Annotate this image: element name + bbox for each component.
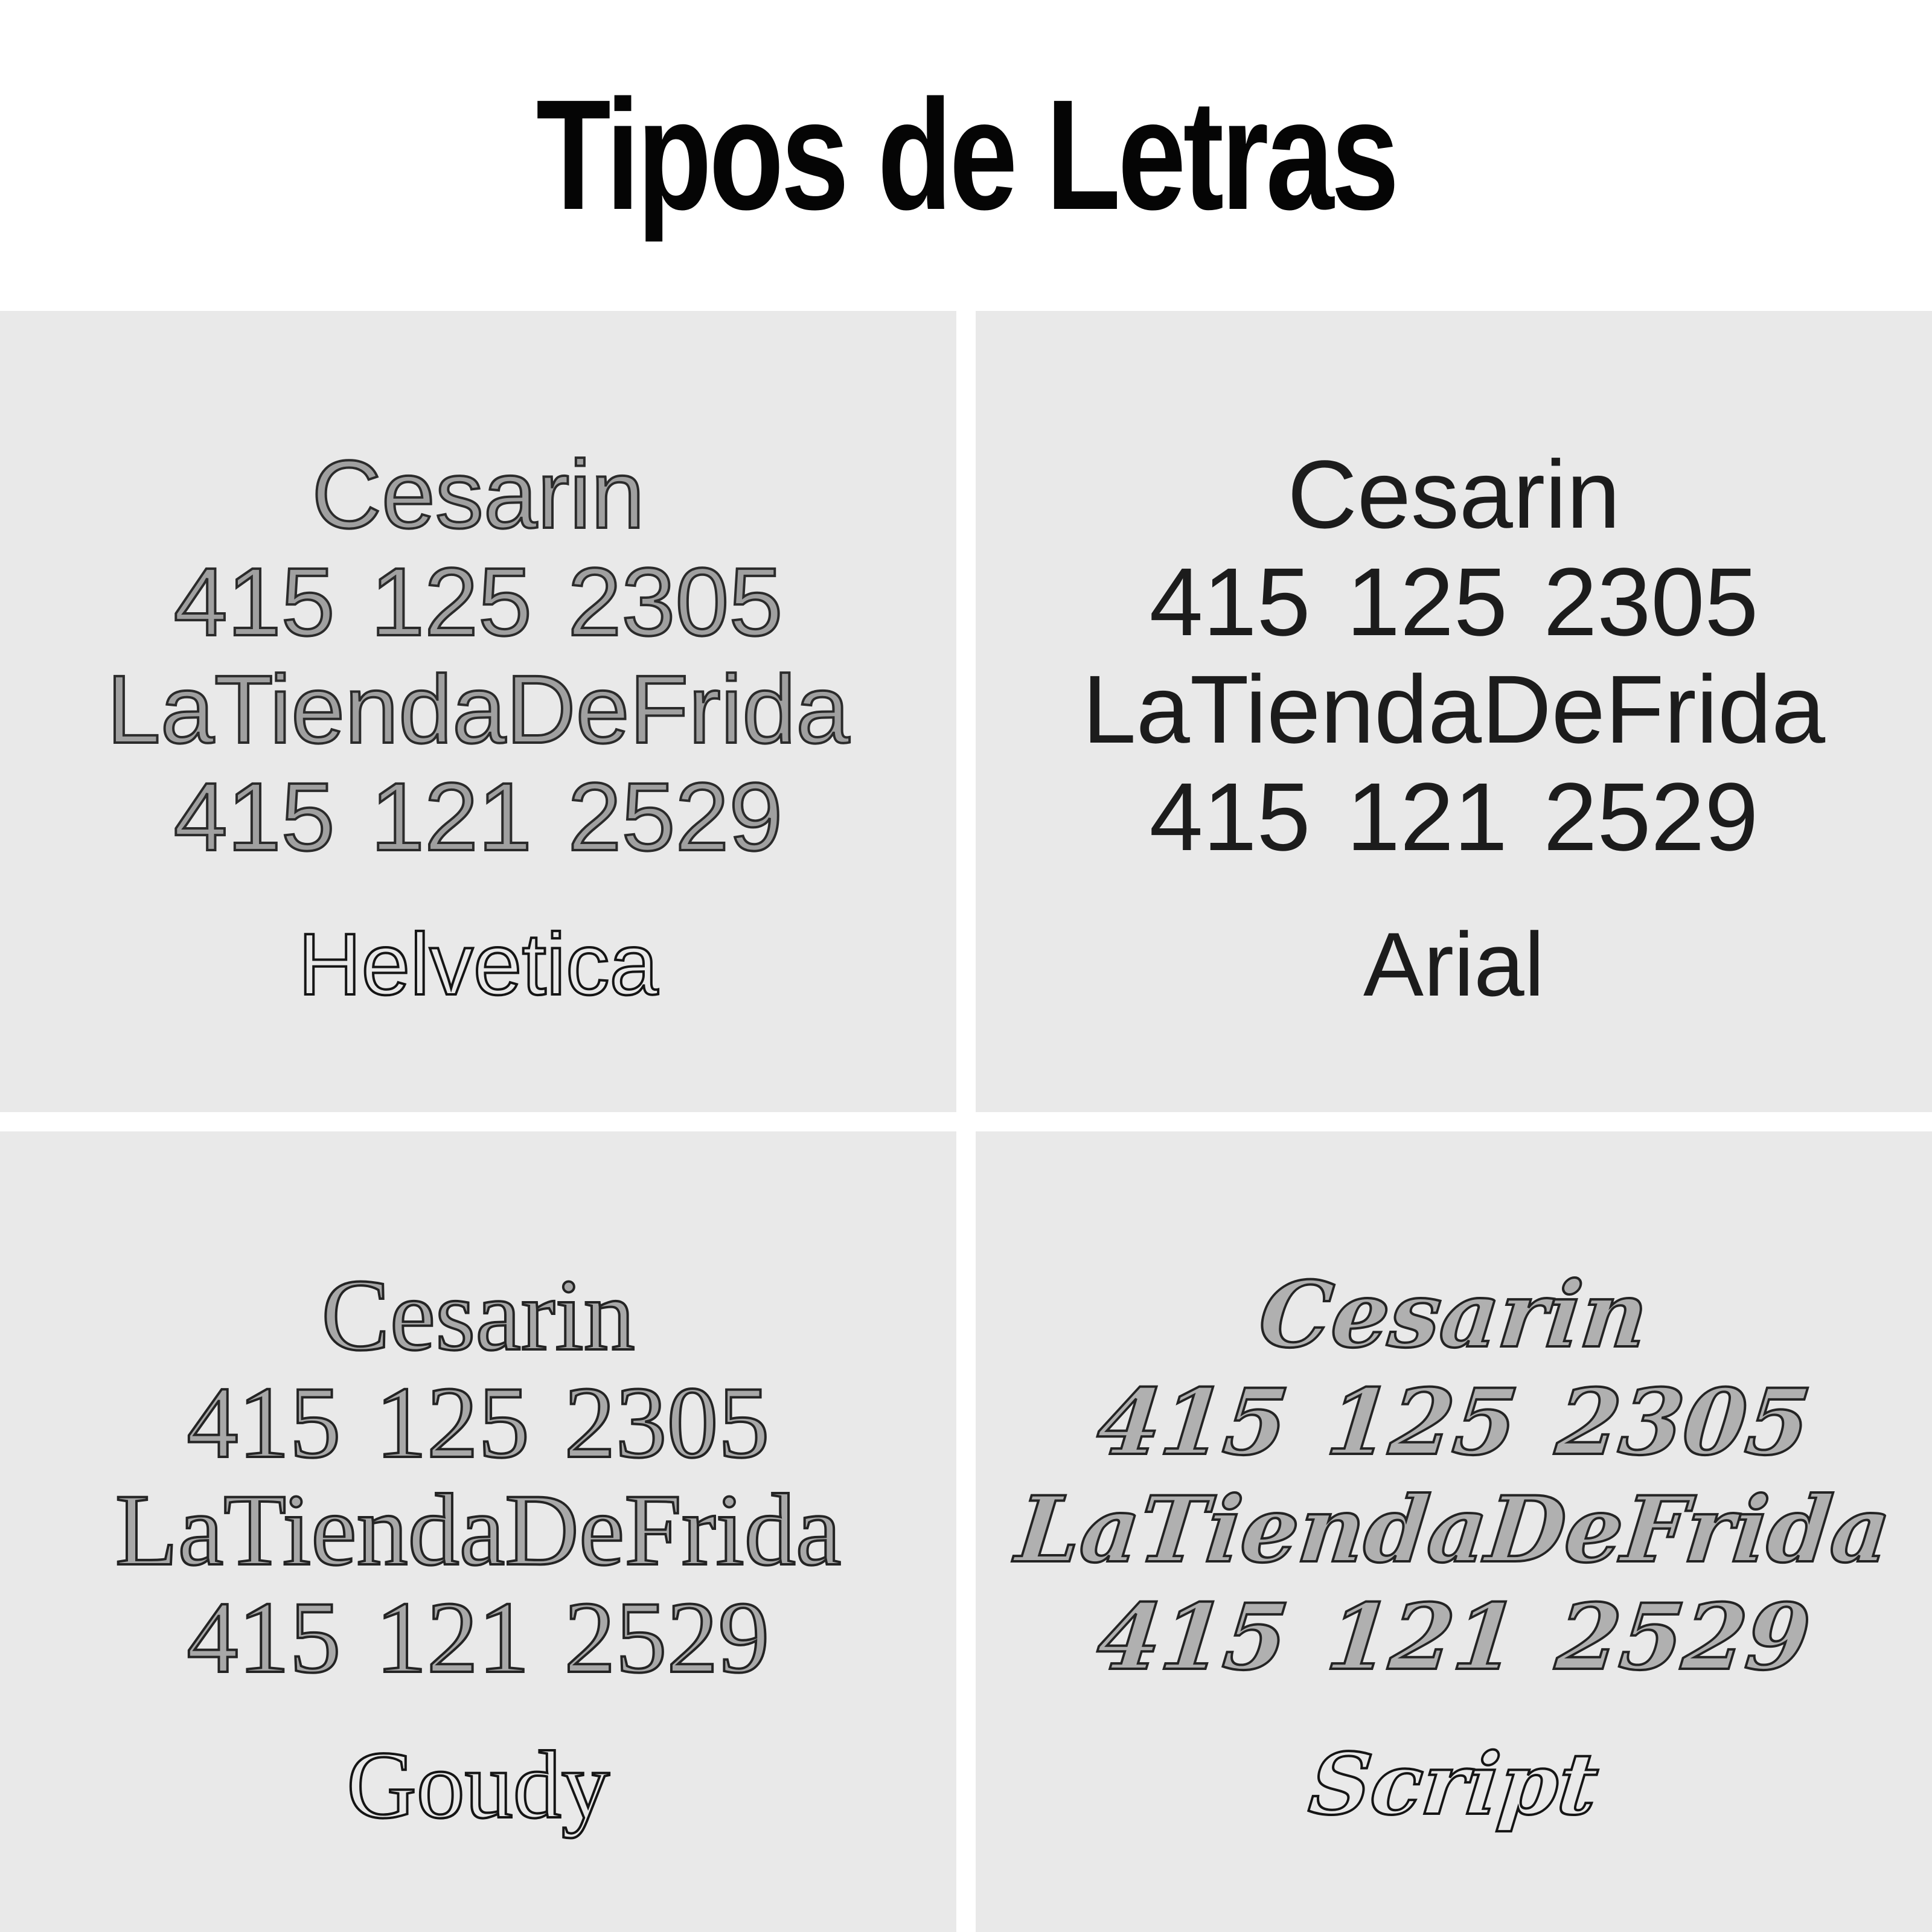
sample-line: LaTiendaDeFrida xyxy=(106,655,850,763)
header xyxy=(0,0,1932,311)
font-panel-arial xyxy=(976,311,1932,1112)
sample-line: 415 121 2529 xyxy=(1149,763,1759,871)
page-title: Tipos de Letras xyxy=(536,68,1396,243)
sample-line: 415 125 2305 xyxy=(1092,1369,1815,1476)
sample-line: Cesarin xyxy=(1287,440,1620,548)
sample-line: 415 125 2305 xyxy=(1149,548,1759,656)
font-name-label: Goudy xyxy=(347,1731,610,1838)
sample-line: Cesarin xyxy=(1254,1262,1654,1368)
sample-line: LaTiendaDeFrida xyxy=(1082,655,1826,763)
font-panel-goudy xyxy=(0,1131,956,1932)
sample-line: Cesarin xyxy=(321,1258,635,1372)
font-panel-script xyxy=(976,1131,1932,1932)
font-panel-helvetica xyxy=(0,311,956,1112)
sample-line: 415 121 2529 xyxy=(173,763,783,871)
sample-line: 415 125 2305 xyxy=(187,1366,770,1479)
font-panels-grid xyxy=(0,311,1932,1932)
font-name-label: Helvetica xyxy=(298,915,659,1013)
sample-line: 415 125 2305 xyxy=(173,548,783,656)
sample-line: 415 121 2529 xyxy=(1092,1584,1815,1690)
sample-line: LaTiendaDeFrida xyxy=(1012,1477,1896,1583)
sample-line: LaTiendaDeFrida xyxy=(115,1473,842,1587)
sample-line: 415 121 2529 xyxy=(187,1581,770,1694)
font-name-label: Arial xyxy=(1363,913,1545,1015)
sample-line: Cesarin xyxy=(312,440,645,548)
font-name-label: Script xyxy=(1305,1735,1603,1834)
